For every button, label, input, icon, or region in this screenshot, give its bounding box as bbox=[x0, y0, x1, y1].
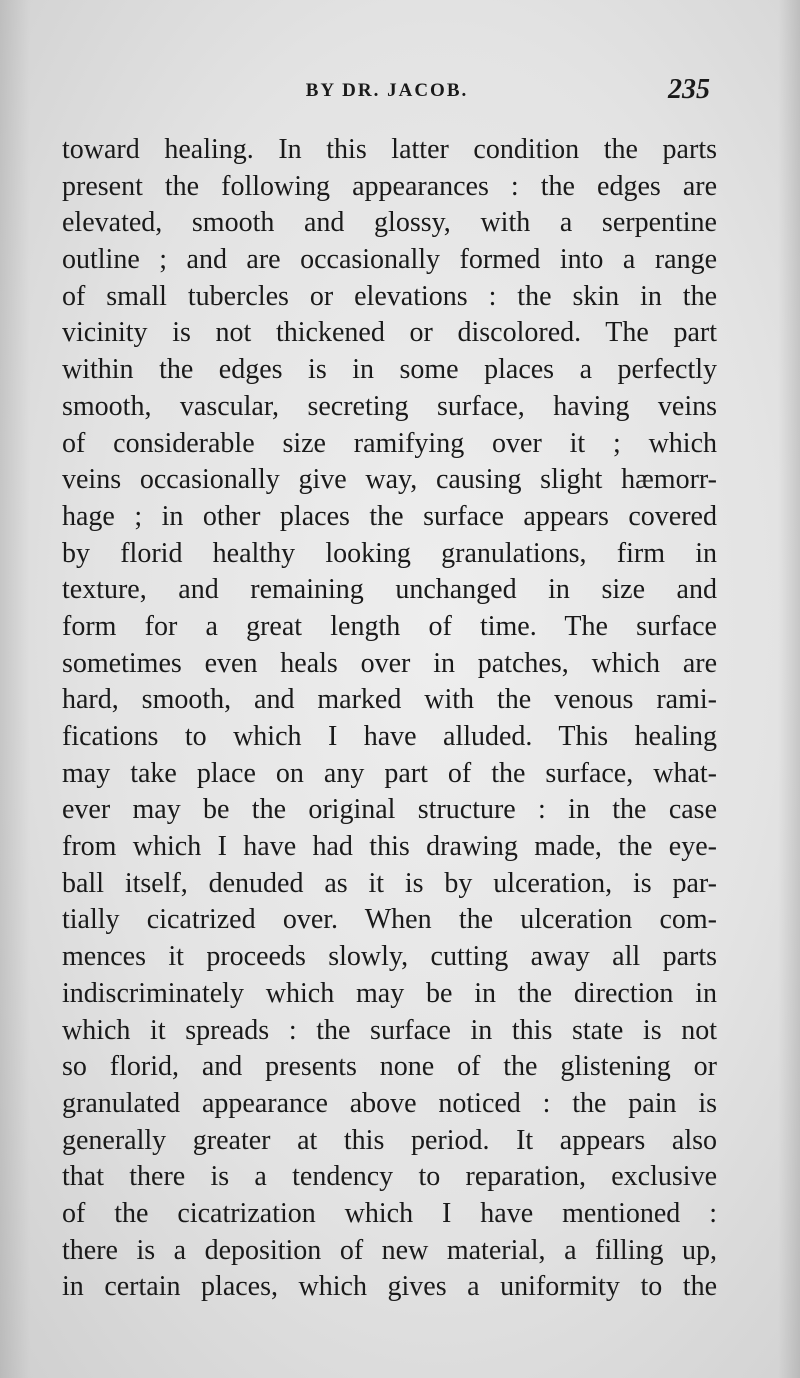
text-line: tially cicatrized over. When the ulceration com- bbox=[62, 904, 717, 936]
text-line: hage ; in other places the surface appears covered bbox=[62, 500, 717, 532]
text-line: elevated, smooth and glossy, with a serpentine bbox=[62, 207, 717, 239]
text-line: of small tubercles or elevations : the skin in the bbox=[62, 280, 717, 312]
text-line: mences it proceeds slowly, cutting away all parts bbox=[62, 941, 717, 973]
text-line: texture, and remaining unchanged in size and bbox=[62, 574, 717, 606]
text-line: may take place on any part of the surface, what- bbox=[62, 757, 717, 789]
text-line: of the cicatrization which I have mentioned : bbox=[62, 1197, 717, 1229]
text-line: within the edges is in some places a perfectly bbox=[62, 354, 717, 386]
page-header bbox=[62, 74, 712, 114]
body-text bbox=[62, 132, 717, 1306]
page-shadow-left bbox=[0, 0, 30, 1378]
text-line: outline ; and are occasionally formed into a range bbox=[62, 244, 717, 276]
text-line: granulated appearance above noticed : the pain is bbox=[62, 1087, 717, 1119]
text-line: which it spreads : the surface in this state is not bbox=[62, 1014, 717, 1046]
text-line: indiscriminately which may be in the direction in bbox=[62, 977, 717, 1009]
text-line: sometimes even heals over in patches, which are bbox=[62, 647, 717, 679]
text-line: from which I have had this drawing made, the eye- bbox=[62, 831, 717, 863]
text-line: hard, smooth, and marked with the venous rami- bbox=[62, 684, 717, 716]
text-line: by florid healthy looking granulations, firm in bbox=[62, 537, 717, 569]
page-number: 235 bbox=[668, 74, 710, 105]
text-line: form for a great length of time. The surface bbox=[62, 610, 717, 642]
text-line: that there is a tendency to reparation, exclusive bbox=[62, 1161, 717, 1193]
text-line: toward healing. In this latter condition the parts bbox=[62, 134, 717, 165]
text-line: vicinity is not thickened or discolored. The part bbox=[62, 317, 717, 349]
text-line: present the following appearances : the edges are bbox=[62, 170, 717, 202]
text-line: in certain places, which gives a uniformity to the bbox=[62, 1271, 717, 1303]
text-line: ball itself, denuded as it is by ulceration, is par- bbox=[62, 867, 717, 899]
text-line: fications to which I have alluded. This healing bbox=[62, 721, 717, 752]
text-line: ever may be the original structure : in the case bbox=[62, 794, 717, 826]
text-line: generally greater at this period. It appears also bbox=[62, 1124, 717, 1156]
running-head: BY DR. JACOB. bbox=[305, 80, 469, 101]
text-line: so florid, and presents none of the glistening or bbox=[62, 1051, 717, 1083]
text-line: veins occasionally give way, causing slight hæmorr- bbox=[62, 464, 717, 496]
page-shadow-right bbox=[778, 0, 800, 1378]
text-line: smooth, vascular, secreting surface, having veins bbox=[62, 390, 717, 422]
text-line: there is a deposition of new material, a filling up, bbox=[62, 1234, 717, 1266]
text-line: of considerable size ramifying over it ; which bbox=[62, 427, 717, 459]
